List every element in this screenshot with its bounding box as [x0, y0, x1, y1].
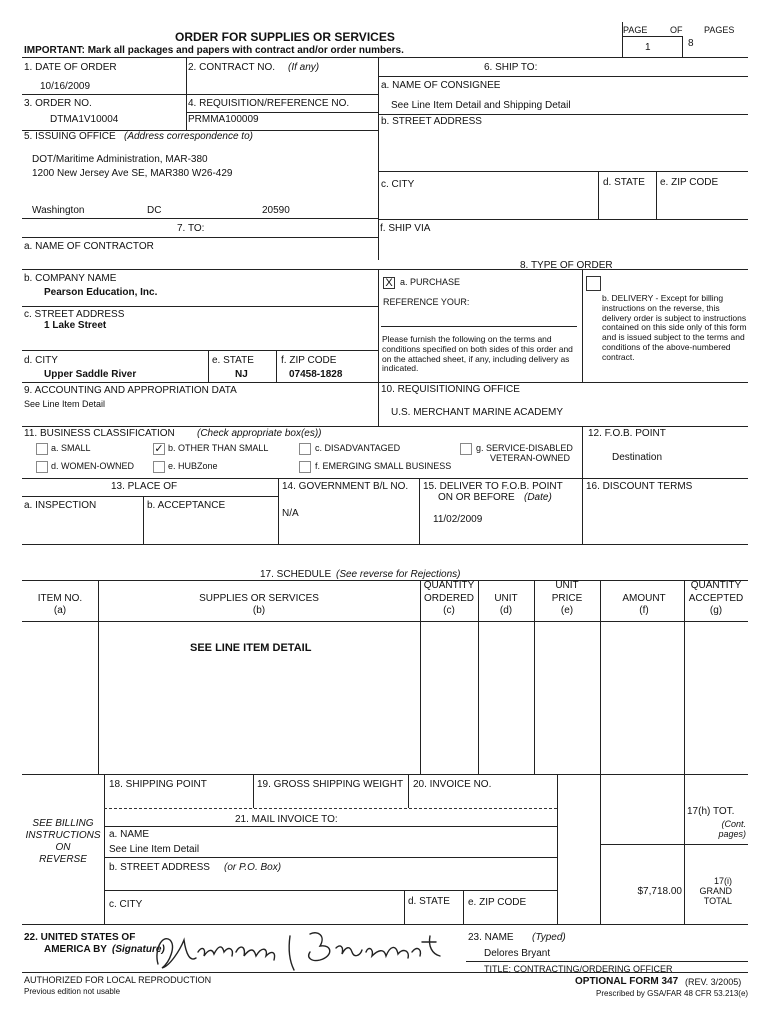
- deliver-fob-label-line2: ON OR BEFORE: [438, 492, 515, 503]
- to-label: 7. TO:: [177, 223, 205, 234]
- divider: [582, 426, 583, 478]
- order-no-value: DTMA1V10004: [50, 114, 119, 125]
- divider: [22, 94, 378, 95]
- company-label: b. COMPANY NAME: [24, 273, 117, 284]
- divider: [378, 57, 379, 260]
- divider: [466, 961, 748, 962]
- divider: [378, 76, 748, 77]
- mail-street-note: (or P.O. Box): [224, 862, 282, 873]
- other-than-small-checkbox[interactable]: ✓: [154, 443, 164, 455]
- col-quantity-label: ORDERED: [423, 593, 474, 604]
- deliver-fob-value: 11/02/2009: [433, 514, 483, 525]
- sdvo-label-line2: VETERAN-OWNED: [490, 453, 571, 463]
- col-quantity-line1: QUANTITY: [423, 580, 475, 591]
- ship-state-label: d. STATE: [603, 177, 645, 188]
- contractor-state-label: e. STATE: [212, 355, 254, 366]
- important-notice: IMPORTANT: Mark all packages and papers with contract and/or order numbers.: [24, 45, 404, 56]
- issuing-office-zip: 20590: [262, 205, 290, 216]
- divider: [378, 171, 748, 172]
- furnish-text: Please furnish the following on the terms and conditions specified on both sides of this order and on the attached sheet, if any, including delivery as indicated.: [382, 334, 573, 374]
- disadvantaged-label: c. DISADVANTAGED: [315, 443, 401, 453]
- emerging-label: f. EMERGING SMALL BUSINESS: [315, 461, 452, 471]
- other-than-small-label: b. OTHER THAN SMALL: [168, 443, 269, 453]
- col-unit-label: UNIT: [494, 593, 518, 604]
- col-accepted-code: (g): [709, 605, 723, 616]
- contractor-city-value: Upper Saddle River: [44, 369, 137, 380]
- consignee-label: a. NAME OF CONSIGNEE: [381, 80, 501, 91]
- col-item-label: ITEM NO.: [37, 593, 83, 604]
- form-rev: (REV. 3/2005): [685, 977, 742, 987]
- divider: [420, 580, 421, 774]
- divider: [104, 857, 557, 858]
- date-of-order-value: 10/16/2009: [40, 81, 91, 92]
- ship-city-label: c. CITY: [381, 179, 415, 190]
- signature-label-line2: AMERICA BY: [44, 944, 107, 955]
- divider: [22, 544, 748, 545]
- col-supplies-code: (b): [252, 605, 266, 616]
- divider: [684, 580, 685, 774]
- divider: [276, 350, 277, 382]
- place-of-label: 13. PLACE OF: [111, 481, 178, 492]
- title-value: TITLE: CONTRACTING/ORDERING OFFICER: [484, 964, 673, 974]
- name-typed-value: Delores Bryant: [484, 948, 551, 959]
- accounting-label: 9. ACCOUNTING AND APPROPRIATION DATA: [24, 385, 237, 396]
- signature-label-note: (Signature): [112, 944, 165, 955]
- col-amount-code: (f): [639, 605, 649, 616]
- divider: [378, 382, 379, 426]
- requisition-label: 4. REQUISITION/REFERENCE NO.: [188, 98, 350, 109]
- sdvo-label-line1: g. SERVICE-DISABLED: [476, 443, 573, 453]
- col-amount-label: AMOUNT: [622, 593, 666, 604]
- issuing-office-label: 5. ISSUING OFFICE: [24, 131, 116, 142]
- emerging-checkbox[interactable]: [299, 461, 311, 473]
- divider: [378, 219, 748, 220]
- divider: [22, 218, 378, 219]
- divider: [378, 269, 379, 382]
- mail-city-label: c. CITY: [109, 899, 143, 910]
- fob-point-label: 12. F.O.B. POINT: [588, 428, 666, 439]
- divider: [622, 36, 682, 37]
- page-label: PAGE: [623, 25, 648, 35]
- col-supplies-label: SUPPLIES OR SERVICES: [199, 593, 319, 604]
- women-owned-checkbox[interactable]: [36, 461, 48, 473]
- grand-total-label-line2: GRAND: [699, 886, 732, 896]
- divider: [22, 580, 748, 581]
- billing-instructions-line2: INSTRUCTIONS: [25, 830, 101, 841]
- divider: [208, 350, 209, 382]
- gov-bl-label: 14. GOVERNMENT B/L NO.: [282, 481, 409, 492]
- consignee-value: See Line Item Detail and Shipping Detail: [391, 100, 571, 111]
- divider: [419, 478, 420, 544]
- contract-no-label: 2. CONTRACT NO.: [188, 62, 276, 73]
- issuing-office-city: Washington: [32, 205, 85, 216]
- divider: [98, 580, 99, 774]
- contractor-zip-value: 07458-1828: [289, 369, 343, 380]
- invoice-no-label: 20. INVOICE NO.: [413, 779, 492, 790]
- col-price-line1: UNIT: [555, 580, 579, 591]
- gov-bl-value: N/A: [282, 508, 299, 519]
- signature-image: [140, 922, 470, 974]
- discount-terms-label: 16. DISCOUNT TERMS: [586, 481, 693, 492]
- divider: [22, 57, 748, 58]
- requisitioning-office-label: 10. REQUISITIONING OFFICE: [381, 384, 520, 395]
- shipping-point-label: 18. SHIPPING POINT: [109, 779, 207, 790]
- divider: [381, 326, 577, 327]
- divider: [684, 774, 685, 924]
- col-accepted-line1: QUANTITY: [690, 580, 742, 591]
- mail-name-value: See Line Item Detail: [109, 844, 200, 855]
- contractor-city-label: d. CITY: [24, 355, 58, 366]
- pages-label: PAGES: [704, 25, 735, 35]
- contractor-street-value: 1 Lake Street: [44, 320, 107, 331]
- col-price-code: (e): [560, 605, 574, 616]
- divider: [378, 114, 748, 115]
- schedule-body-text: SEE LINE ITEM DETAIL: [190, 642, 312, 654]
- divider: [104, 774, 105, 924]
- accounting-value: See Line Item Detail: [24, 399, 106, 409]
- ship-zip-label: e. ZIP CODE: [660, 177, 719, 188]
- issuing-office-line1: DOT/Maritime Administration, MAR-380: [32, 154, 208, 165]
- issuing-office-note: (Address correspondence to): [124, 131, 253, 142]
- divider: [22, 478, 748, 479]
- purchase-label: a. PURCHASE: [400, 277, 461, 287]
- divider: [600, 844, 748, 845]
- issuing-office-state: DC: [147, 205, 162, 216]
- business-classification-label: 11. BUSINESS CLASSIFICATION: [24, 428, 175, 439]
- divider: [253, 774, 254, 808]
- hubzone-checkbox[interactable]: [153, 461, 165, 473]
- total-17h-note2: pages): [718, 829, 746, 839]
- divider: [408, 774, 409, 808]
- divider: [557, 774, 558, 924]
- date-of-order-label: 1. DATE OF ORDER: [24, 62, 117, 73]
- billing-instructions-line4: REVERSE: [39, 854, 87, 865]
- divider: [22, 306, 378, 307]
- divider: [404, 890, 405, 924]
- contractor-label: a. NAME OF CONTRACTOR: [24, 241, 154, 252]
- of-label: OF: [670, 25, 683, 35]
- prescribed-text: Prescribed by GSA/FAR 48 CFR 53.213(e): [596, 989, 749, 998]
- company-value: Pearson Education, Inc.: [44, 287, 158, 298]
- divider: [22, 972, 748, 973]
- col-accepted-label: ACCEPTED: [688, 593, 744, 604]
- form-name: OPTIONAL FORM 347: [575, 976, 679, 987]
- total-17h-label: 17(h) TOT.: [687, 806, 735, 817]
- col-price-label: PRICE: [551, 593, 583, 604]
- divider: [600, 774, 601, 924]
- divider: [582, 478, 583, 544]
- previous-edition-text: Previous edition not usable: [24, 987, 121, 996]
- divider: [600, 580, 601, 774]
- issuing-office-line2: 1200 New Jersey Ave SE, MAR380 W26-429: [32, 168, 233, 179]
- divider: [682, 36, 683, 57]
- divider: [278, 478, 279, 544]
- small-label: a. SMALL: [51, 443, 91, 453]
- hubzone-label: e. HUBZone: [168, 461, 218, 471]
- divider: [22, 382, 748, 383]
- fob-point-value: Destination: [612, 452, 663, 463]
- contract-no-note: (If any): [288, 62, 320, 73]
- divider: [22, 426, 748, 427]
- page-number: 1: [645, 42, 651, 53]
- grand-total-label-line3: TOTAL: [703, 896, 732, 906]
- small-checkbox[interactable]: [36, 443, 48, 455]
- type-of-order-label: 8. TYPE OF ORDER: [520, 260, 613, 271]
- contractor-state-value: NJ: [235, 369, 248, 380]
- grand-total-value: $7,718.00: [637, 886, 682, 897]
- form-title: ORDER FOR SUPPLIES OR SERVICES: [175, 30, 395, 44]
- billing-instructions-line1: SEE BILLING: [32, 818, 94, 829]
- total-17h-note1: (Cont.: [721, 819, 746, 829]
- name-typed-label: 23. NAME: [468, 932, 514, 943]
- sdvo-checkbox[interactable]: [460, 443, 472, 455]
- delivery-text: b. DELIVERY - Except for billing instructions on the reverse, this delivery order is subject to instructions contained on this side only of this form and is issued subject to the terms and conditions of the above-numbered contract.: [602, 293, 747, 362]
- deliver-fob-label-line1: 15. DELIVER TO F.O.B. POINT: [423, 481, 563, 492]
- inspection-label: a. INSPECTION: [24, 500, 97, 511]
- mail-state-label: d. STATE: [408, 896, 450, 907]
- ship-to-label: 6. SHIP TO:: [484, 62, 538, 73]
- mail-zip-label: e. ZIP CODE: [468, 897, 527, 908]
- divider: [478, 580, 479, 774]
- divider: [104, 808, 557, 809]
- requisition-value: PRMMA100009: [188, 114, 259, 125]
- mail-name-label: a. NAME: [109, 829, 150, 840]
- disadvantaged-checkbox[interactable]: [299, 443, 311, 455]
- divider: [143, 496, 144, 544]
- divider: [104, 826, 557, 827]
- mail-street-label: b. STREET ADDRESS: [109, 862, 210, 873]
- delivery-checkbox[interactable]: [586, 276, 601, 291]
- col-unit-code: (d): [499, 605, 513, 616]
- requisitioning-office-value: U.S. MERCHANT MARINE ACADEMY: [391, 407, 564, 418]
- gross-weight-label: 19. GROSS SHIPPING WEIGHT: [257, 779, 404, 790]
- women-owned-label: d. WOMEN-OWNED: [51, 461, 134, 471]
- divider: [22, 496, 278, 497]
- contractor-street-label: c. STREET ADDRESS: [24, 309, 125, 320]
- divider: [22, 621, 748, 622]
- schedule-note: (See reverse for Rejections): [336, 569, 461, 580]
- divider: [656, 171, 657, 219]
- divider: [104, 890, 557, 891]
- order-no-label: 3. ORDER NO.: [24, 98, 92, 109]
- ship-via-label: f. SHIP VIA: [380, 223, 431, 234]
- reference-label: REFERENCE YOUR:: [383, 297, 470, 307]
- divider: [22, 269, 748, 270]
- ship-street-label: b. STREET ADDRESS: [381, 116, 482, 127]
- divider: [22, 774, 748, 775]
- divider: [598, 171, 599, 219]
- divider: [582, 269, 583, 382]
- grand-total-label-line1: 17(i): [713, 876, 732, 886]
- divider: [22, 350, 378, 351]
- col-item-code: (a): [53, 605, 67, 616]
- divider: [186, 112, 378, 113]
- total-pages: 8: [688, 38, 694, 49]
- divider: [22, 237, 378, 238]
- divider: [463, 890, 464, 924]
- acceptance-label: b. ACCEPTANCE: [147, 500, 226, 511]
- name-typed-note: (Typed): [532, 932, 566, 943]
- authorized-text: AUTHORIZED FOR LOCAL REPRODUCTION: [24, 975, 212, 985]
- signature-label-line1: 22. UNITED STATES OF: [24, 932, 136, 943]
- divider: [534, 580, 535, 774]
- purchase-checkbox[interactable]: X: [383, 277, 395, 289]
- contractor-zip-label: f. ZIP CODE: [281, 355, 337, 366]
- business-classification-note: (Check appropriate box(es)): [197, 428, 322, 439]
- mail-invoice-label: 21. MAIL INVOICE TO:: [235, 814, 338, 825]
- divider: [622, 22, 623, 57]
- billing-instructions-line3: ON: [55, 842, 71, 853]
- deliver-fob-note: (Date): [524, 492, 552, 503]
- col-quantity-code: (c): [443, 605, 455, 616]
- schedule-label: 17. SCHEDULE: [260, 569, 332, 580]
